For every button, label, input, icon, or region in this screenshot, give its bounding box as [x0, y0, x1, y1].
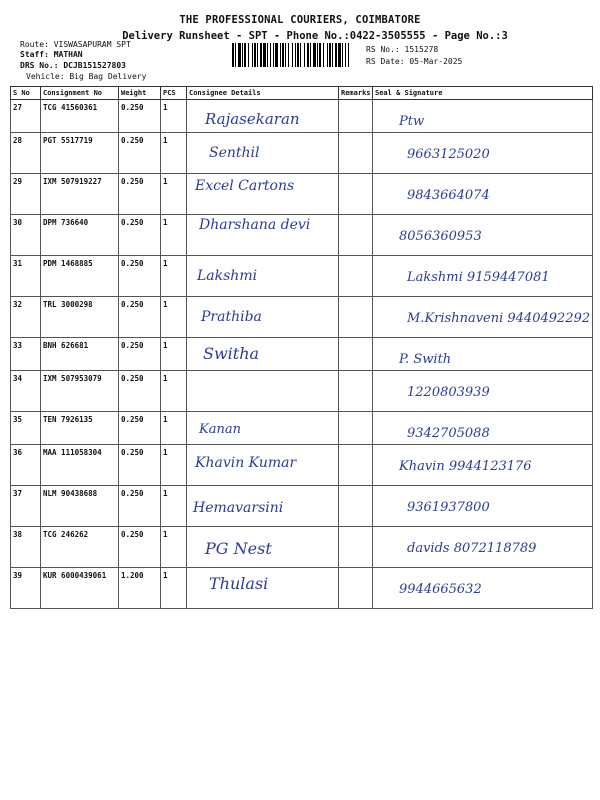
rs-date-label: RS Date: 05-Mar-2025	[366, 57, 463, 66]
cell-consignee	[187, 486, 339, 527]
cell-signature	[373, 486, 593, 527]
cell-consignee	[187, 174, 339, 215]
consignee-handwriting: Rajasekaran	[205, 110, 300, 128]
cell-consignment: DPM 736640	[41, 215, 119, 256]
col-weight: Weight	[119, 87, 161, 100]
cell-signature	[373, 256, 593, 297]
cell-pcs: 1	[161, 256, 187, 297]
cell-weight: 0.250	[119, 174, 161, 215]
consignee-handwriting: Prathiba	[201, 309, 262, 325]
signature-handwriting: M.Krishnaveni 9440492292	[407, 311, 591, 326]
cell-sno: 29	[11, 174, 41, 215]
cell-pcs: 1	[161, 215, 187, 256]
route-label: Route: VISWASAPURAM SPT	[20, 40, 131, 49]
cell-remarks	[339, 256, 373, 297]
cell-remarks	[339, 445, 373, 486]
cell-sno: 37	[11, 486, 41, 527]
cell-remarks	[339, 527, 373, 568]
cell-pcs: 1	[161, 445, 187, 486]
cell-sno: 27	[11, 100, 41, 133]
signature-handwriting: P. Swith	[399, 352, 452, 367]
cell-consignee	[187, 412, 339, 445]
cell-pcs: 1	[161, 371, 187, 412]
cell-sno: 34	[11, 371, 41, 412]
cell-weight: 0.250	[119, 297, 161, 338]
cell-signature	[373, 412, 593, 445]
cell-signature	[373, 527, 593, 568]
cell-consignment: TRL 3000298	[41, 297, 119, 338]
signature-handwriting: 9663125020	[407, 147, 490, 162]
cell-weight: 0.250	[119, 412, 161, 445]
cell-remarks	[339, 174, 373, 215]
cell-consignment: IXM 507953079	[41, 371, 119, 412]
cell-pcs: 1	[161, 100, 187, 133]
signature-handwriting: 8056360953	[399, 229, 482, 244]
cell-signature	[373, 338, 593, 371]
cell-consignee	[187, 100, 339, 133]
consignee-handwriting: Khavin Kumar	[195, 455, 297, 471]
cell-consignment: PDM 1468885	[41, 256, 119, 297]
staff-label: Staff: MATHAN	[20, 50, 83, 59]
cell-sno: 38	[11, 527, 41, 568]
cell-sno: 33	[11, 338, 41, 371]
cell-consignment: IXM 507919227	[41, 174, 119, 215]
table-header-row	[11, 87, 593, 100]
runsheet-subtitle: Delivery Runsheet - SPT - Phone No.:0422-3505555 - Page No.:3	[122, 30, 508, 42]
barcode	[232, 43, 350, 67]
cell-sno: 31	[11, 256, 41, 297]
consignee-handwriting: Excel Cartons	[195, 178, 295, 194]
cell-weight: 0.250	[119, 338, 161, 371]
col-signature: Seal & Signature	[373, 87, 593, 100]
cell-weight: 0.250	[119, 371, 161, 412]
cell-weight: 0.250	[119, 256, 161, 297]
signature-handwriting: 9843664074	[407, 188, 490, 203]
cell-consignee	[187, 256, 339, 297]
cell-consignee	[187, 527, 339, 568]
cell-remarks	[339, 297, 373, 338]
table-row	[11, 133, 593, 174]
signature-handwriting: Lakshmi 9159447081	[407, 270, 550, 285]
signature-handwriting: 9342705088	[407, 426, 490, 441]
cell-weight: 0.250	[119, 486, 161, 527]
cell-pcs: 1	[161, 527, 187, 568]
consignee-handwriting: Senthil	[209, 145, 260, 161]
cell-weight: 1.200	[119, 568, 161, 609]
cell-consignment: KUR 6000439061	[41, 568, 119, 609]
cell-signature	[373, 100, 593, 133]
cell-consignee	[187, 568, 339, 609]
cell-sno: 30	[11, 215, 41, 256]
table-row	[11, 371, 593, 412]
company-title: THE PROFESSIONAL COURIERS, COIMBATORE	[179, 14, 421, 26]
cell-consignee	[187, 445, 339, 486]
cell-signature	[373, 371, 593, 412]
cell-sno: 39	[11, 568, 41, 609]
drs-no-label: DRS No.: DCJB151527803	[20, 61, 126, 70]
cell-consignee	[187, 297, 339, 338]
cell-pcs: 1	[161, 174, 187, 215]
consignee-handwriting: Hemavarsini	[193, 500, 284, 516]
cell-consignee	[187, 215, 339, 256]
col-consignment: Consignment No	[41, 87, 119, 100]
cell-signature	[373, 297, 593, 338]
table-row	[11, 527, 593, 568]
table-row	[11, 412, 593, 445]
signature-handwriting: davids 8072118789	[407, 541, 537, 556]
cell-signature	[373, 133, 593, 174]
cell-consignee	[187, 338, 339, 371]
cell-consignment: TCG 41560361	[41, 100, 119, 133]
cell-pcs: 1	[161, 297, 187, 338]
cell-signature	[373, 568, 593, 609]
runsheet-table	[10, 86, 593, 609]
cell-sno: 35	[11, 412, 41, 445]
cell-consignee	[187, 133, 339, 174]
table-row	[11, 174, 593, 215]
cell-pcs: 1	[161, 133, 187, 174]
consignee-handwriting: Kanan	[199, 422, 241, 437]
cell-sno: 36	[11, 445, 41, 486]
col-pcs: PCS	[161, 87, 187, 100]
consignee-handwriting: Lakshmi	[197, 268, 258, 284]
cell-remarks	[339, 371, 373, 412]
cell-remarks	[339, 133, 373, 174]
table-row	[11, 297, 593, 338]
col-remarks: Remarks	[339, 87, 373, 100]
cell-weight: 0.250	[119, 100, 161, 133]
cell-weight: 0.250	[119, 133, 161, 174]
cell-signature	[373, 445, 593, 486]
table-row	[11, 338, 593, 371]
table-row	[11, 100, 593, 133]
consignee-handwriting: PG Nest	[205, 539, 272, 558]
col-sno: S No	[11, 87, 41, 100]
cell-consignment: MAA 111058304	[41, 445, 119, 486]
cell-pcs: 1	[161, 486, 187, 527]
signature-handwriting: 1220803939	[407, 385, 490, 400]
cell-weight: 0.250	[119, 215, 161, 256]
table-row	[11, 215, 593, 256]
cell-signature	[373, 174, 593, 215]
signature-handwriting: 9361937800	[407, 500, 490, 515]
cell-remarks	[339, 486, 373, 527]
table-row	[11, 568, 593, 609]
cell-consignment: BNH 626681	[41, 338, 119, 371]
signature-handwriting: 9944665632	[399, 582, 482, 597]
cell-sno: 32	[11, 297, 41, 338]
signature-handwriting: Ptw	[399, 114, 425, 129]
vehicle-label: Vehicle: Big Bag Delivery	[26, 72, 147, 81]
consignee-handwriting: Thulasi	[209, 574, 269, 593]
cell-weight: 0.250	[119, 445, 161, 486]
cell-remarks	[339, 412, 373, 445]
consignee-handwriting: Dharshana devi	[199, 217, 311, 233]
cell-remarks	[339, 568, 373, 609]
cell-consignee	[187, 371, 339, 412]
consignee-handwriting: Switha	[203, 344, 260, 363]
cell-sno: 28	[11, 133, 41, 174]
col-consignee: Consignee Details	[187, 87, 339, 100]
cell-weight: 0.250	[119, 527, 161, 568]
cell-consignment: TCG 246262	[41, 527, 119, 568]
rs-no-label: RS No.: 1515278	[366, 45, 439, 54]
cell-pcs: 1	[161, 568, 187, 609]
cell-consignment: NLM 90438688	[41, 486, 119, 527]
cell-consignment: PGT 5517719	[41, 133, 119, 174]
cell-remarks	[339, 338, 373, 371]
cell-pcs: 1	[161, 412, 187, 445]
cell-remarks	[339, 100, 373, 133]
cell-signature	[373, 215, 593, 256]
table-row	[11, 445, 593, 486]
signature-handwriting: Khavin 9944123176	[399, 459, 532, 474]
table-row	[11, 486, 593, 527]
cell-remarks	[339, 215, 373, 256]
table-row	[11, 256, 593, 297]
cell-pcs: 1	[161, 338, 187, 371]
cell-consignment: TEN 7926135	[41, 412, 119, 445]
